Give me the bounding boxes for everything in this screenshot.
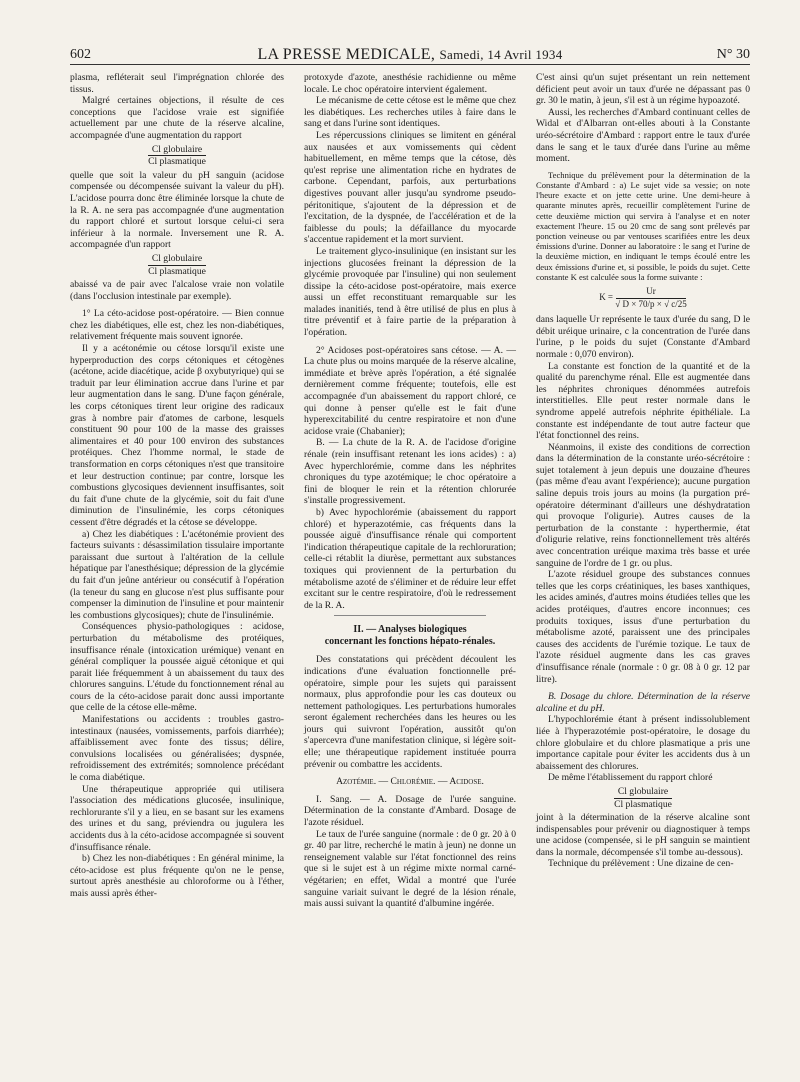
chlorine-ratio-fraction — [70, 144, 284, 168]
section-heading-line: concernant les fonctions hépato-rénales. — [324, 636, 496, 648]
paragraph: De même l'établissement du rapport chloré — [548, 772, 713, 784]
paragraph: Des constatations qui précèdent découlent les indications d'une évaluation fonctionnelle pré-opératoire, simple pour les sujets qui paraissent normaux, plus approfondie pour les cas douteux ou nettement pathologiques. Les perturbations humorales seront également recherchées dans les heures ou les jours qui suivront l'opération, aussitôt qu'on s'apercevra d'une manifestation clinique, si légère soit-elle; une thérapeutique rapidement instituée pourra prévenir ou combattre les accidents. — [304, 654, 516, 770]
paragraph: Malgré certaines objections, il résulte de ces conceptions que l'acidose vraie est signifiée actuellement par une chute de la réserve alcaline, accompagnée d'une augmentation du rapport — [70, 95, 284, 141]
paragraph: plasma, refléterait seul l'imprégnation chlorée des tissus. — [70, 72, 284, 95]
formula-lhs: K = — [599, 292, 614, 303]
page-number: 602 — [70, 47, 91, 62]
paragraph: Le traitement glyco-insulinique (en insistant sur les injections glucosées freinant la dépression de la glycémie provoquée par l'insuline) qui non seulement dissipe la céto-acidose post-opératoire, mais exerce aussi un effet reconstituant remarquable sur les malades inanitiés, tend à être utilisé de plus en plus à titre préventif et à faire partie de la préparation à l'opération. — [304, 245, 516, 339]
paragraph: 2° Acidoses post-opératoires sans cétose. — A. — La chute plus ou moins marquée de la réserve alcaline, immédiate et brève après l'opération, a été signalée dernièrement comme fréquente; toutefois, elle est accompagnée d'un abaissement du rapport chloré, ce qui donne à penser qu'elle est le fait d'une hyperexcitabilité du centre respiratoire et non d'une acidose vraie (Chabanier); — [304, 344, 516, 437]
paragraph: a) Chez les diabétiques : L'acétonémie provient des facteurs suivants : désassimilation tissulaire importante paraissant due surtout à l'altération de la cellule hépatique par l'anesthésique; dépression de la glycémie du fait d'un jeûne antérieur ou consécutif à l'opération (la teneur du sang en glucose n'est plus suffisante pour compenser la diminution de l'insuline et pour maintenir les combustions glycosiques); chute de l'insulinémie. — [70, 528, 284, 621]
paragraph: L'azote résiduel groupe des substances connues telles que les corps créatiniques, les bases xanthiques, les acides aminés, d'autres moins étudiées telles que les acides protéiques, d'autres encore inconnues; ces produits toxiques, issus d'une perturbation du métabolisme azoté, paraissent une des principales causes des accidents de l'urémie tozique. Le taux de l'azote résiduel augmente dans les cas graves d'insuffisance rénale (normale : 0 gr. 08 à 0 gr. 12 par litre). — [536, 569, 750, 685]
publication-name: LA PRESSE MEDICALE, — [257, 46, 436, 63]
column-1 — [70, 72, 284, 900]
formula-numerator: Ur — [616, 286, 686, 299]
fraction-denominator: Cl plasmatique — [148, 156, 206, 168]
section-heading — [304, 624, 516, 648]
fraction-numerator: Cl globulaire — [614, 786, 672, 799]
paragraph: 1° La céto-acidose post-opératoire. — Bien connue chez les diabétiques, elle est, chez les non-diabétiques, relativement fréquente mais souvent ignorée. — [70, 308, 284, 343]
formula-denominator: √ D × 70/p × √ c/25 — [615, 298, 687, 309]
paragraph: dans laquelle Ur représente le taux d'urée du sang, D le débit uréique urinaire, c la concentration de l'urée dans l'urine, p le poids du sujet (Constante d'Ambard normale : 0,070 environ). — [536, 314, 750, 360]
column-3 — [536, 72, 750, 870]
paragraph: Il y a acétonémie ou cétose lorsqu'il existe une hyperproduction des corps cétoniques et cétogènes (acétone, acide diacétique, acide β oxybutyrique) qui se traduit par leur élimination accrue dans l'urine et par leur augmentation dans le sang. D'une façon générale, les corps cétoniques tirent leur origine des radicaux gras à nombre pair d'atomes de carbone, lesquels constituent 90 pour 100 de la masse des graisses alimentaires et 40 pour 100 environ des substances protéiques. Chez l'homme normal, le stade de transformation en corps cétoniques n'est que transitoire et leur destruction continue; par contre, lorsque les combustions glycosiques deviennent insuffisantes, soit du fait d'une chute de la glycémie, soit du fait d'une diminution de l'insulinémie, les corps cétoniques cessent d'être dégradés et la cétose se développe. — [70, 343, 284, 528]
paragraph: Technique du prélèvement : Une dizaine de cen- — [548, 858, 734, 870]
paragraph: I. Sang. — A. Dosage de l'urée sanguine. Détermination de la constante d'Ambard. Dosage de l'azote résiduel. — [304, 793, 516, 829]
paragraph: Une thérapeutique appropriée qui utilisera l'association des médications glucosée, insulinique, rechlorurante s'il y a lieu, en se basant sur les examens des urines et du sang, préviendra ou jugulera les accidents dus à la céto-acidose accompagnée si souvent d'insuffisance rénale. — [70, 783, 284, 853]
fraction-denominator: Cl plasmatique — [614, 798, 672, 810]
paragraph: Manifestations ou accidents : troubles gastro-intestinaux (nausées, vomissements, parfois diarrhée); affaiblissement avec fonte des tissus; délire, convulsions localisées ou généralisées; dyspnée, refroidissement des extrémités; somnolence précédant le coma diabétique. — [70, 714, 284, 784]
subheading: Azotémie. — Chlorémie. — Acidose. — [336, 776, 484, 788]
paragraph: L'hypochlorémie étant à présent indissolublement liée à l'hyperazotémie post-opératoire, le dosage du chlore globulaire et du chlore plasmatique a pris une importance capitale pour éviter les accidents dus à un abaissement des chlorures. — [536, 714, 750, 772]
fraction-denominator: Cl plasmatique — [148, 265, 206, 277]
paragraph: abaissé va de pair avec l'alcalose vraie non volatile (dans l'occlusion intestinale par exemple). — [70, 279, 284, 302]
section-divider — [334, 615, 486, 616]
formula-fraction — [615, 286, 687, 310]
paragraph: B. Dosage du chlore. Détermination de la réserve alcaline et du pH. — [536, 691, 750, 714]
chlorine-ratio-fraction — [70, 253, 284, 277]
chlorine-ratio-fraction — [536, 786, 750, 810]
paragraph: Conséquences physio-pathologiques : acidose, perturbation du métabolisme des protéiques, insuffisance rénale (intoxication urémique) venant en général compliquer la poussée aiguë cétonique et qui parait liée fréquemment à un abaissement du taux des chlorures sanguins. L'étude du fonctionnement rénal au cours de la céto-acidose parait donc aussi importante que celle de la cétose elle-même. — [70, 621, 284, 714]
paragraph: La constante est fonction de la quantité et de la qualité du parenchyme rénal. Elle est augmentée dans les néphrites chroniques dénommées autrefois interstitielles. Elle peut rester normale dans le syndrome appelé autrefois néphrite épithéliale. La constante est indépendante de tout autre facteur que l'état fonctionnel des reins. — [536, 360, 750, 442]
paragraph: Néanmoins, il existe des conditions de correction dans la détermination de la constante uréo-sécrétoire : sujet totalement à jeun depuis une douzaine d'heures (pas même d'eau avant l'expérience); aucune purgation saline depuis trois jours au moins (la purgation pré-opératoire déterminant d'ailleurs une déshydratation qui provoque l'oligurie). Autres causes de la perturbation de la constante : hyperthermie, état d'oligurie relative, reins fonctionnellement très altérés avec concentration uréique maxima très basse et urée sanguine de l'ordre de 1 gr. ou plus. — [536, 441, 750, 569]
publication-title — [70, 46, 750, 64]
fraction-numerator: Cl globulaire — [148, 144, 206, 157]
issue-date: Samedi, 14 Avril 1934 — [439, 47, 563, 62]
paragraph: C'est ainsi qu'un sujet présentant un rein nettement déficient peut avoir un taux d'urée ne dépassant pas 0 gr. 30 le matin, à jeun, s'il est à un régime hypoazoté. — [536, 72, 750, 107]
paragraph: Le taux de l'urée sanguine (normale : de 0 gr. 20 à 0 gr. 40 par litre, recherché le matin à jeun) ne donne un renseignement valable sur l'état fonctionnel des reins que si le sujet est à un régime mixte normal carné-végétarien; en effet, Widal a montré que l'urée sanguine variait suivant le degré de la lésion rénale, mais aussi suivant la quantité d'albumine ingérée. — [304, 828, 516, 910]
issue-number: N° 30 — [716, 47, 750, 62]
section-heading-line: II. — Analyses biologiques — [353, 624, 467, 636]
fraction-numerator: Cl globulaire — [148, 253, 206, 266]
paragraph: b) Avec hypochlorémie (abaissement du rapport chloré) et hyperazotémie, cas fréquents dans la poussée aiguë d'insuffisance rénale qui comportent l'indication thérapeutique capitale de la rechloruration; celle-ci rétablit la diurèse, permettant aux substances toxiques qui proviennent de la perturbation du métabolisme azoté de s'éliminer et de réduire leur effet excitant sur le centre respiratoire, d'où le redressement de la R. A. — [304, 506, 516, 611]
small-paragraph: Technique du prélèvement pour la détermination de la Constante d'Ambard : a) Le sujet vide sa vessie; on note l'heure exacte et on jette cette urine. Une demi-heure à quarante minutes après, recueillir complètement l'urine de cette deuxième miction qui servira à l'analyse et en noter exactement l'heure. 15 ou 20 cmc de sang sont prélevés par ponction veineuse ou par ventouses scarifiées entre les deux émissions d'urine. Donner au laboratoire : le sang et l'urine de la deuxième miction, en indiquant le temps écoulé entre les deux émissions d'urine et, si possible, le poids du sujet. Cette constante K est calculée sous la forme suivante : — [536, 169, 750, 282]
paragraph: Aussi, les recherches d'Ambard continuant celles de Widal et d'Albarran ont-elles abouti à la Constante uréo-sécrétoire d'Ambard : rapport entre le taux d'urée dans le sang et le taux d'urée dans l'urine au même moment. — [536, 106, 750, 165]
ambard-formula — [536, 286, 750, 310]
paragraph: B. — La chute de la R. A. de l'acidose d'origine rénale (rein insuffisant retenant les ions acides) : a) Avec hyperchlorémie, comme dans les néphrites chroniques du type azotémique; le choc opératoire a fini de bloquer le rein et la rétention chlorurée s'installe progressivement. — [304, 437, 516, 507]
paragraph: joint à la détermination de la réserve alcaline sont indispensables pour prévenir ou diagnostiquer à temps une acidose (compensée, si le pH sanguin se maintient dans la normale, décompensée s'il tombe au-dessous). — [536, 812, 750, 858]
paragraph: b) Chez les non-diabétiques : En général minime, la céto-acidose est plus fréquente qu'on ne le pense, surtout après anesthésie au chloroforme ou à l'éther, mais aussi après éther- — [70, 853, 284, 899]
paragraph: Le mécanisme de cette cétose est le même que chez les diabétiques. Les recherches utiles à faire dans le sang et dans l'urine sont identiques. — [304, 95, 516, 130]
paragraph: protoxyde d'azote, anesthésie rachidienne ou même locale. Le choc opératoire intervient également. — [304, 72, 516, 95]
paragraph: quelle que soit la valeur du pH sanguin (acidose compensée ou décompensée suivant la valeur du pH). L'acidose pourra donc être éliminée lorsque la chute de la R. A. ne sera pas accompagnée d'une augmentation du rapport chloré et surtout lorsque celui-ci sera inférieur à la normale. Inversement une R. A. accompagnée d'un rapport — [70, 169, 284, 251]
paragraph: Les répercussions cliniques se limitent en général aux nausées et aux vomissements qui cèdent habituellement, en même temps que la cétose, dès qu'est reprise une alimentation riche en hydrates de carbone. Cependant, parfois, aux perturbations digestives pouvant aller jusqu'au syndrome pseudo-péritonitique, s'ajoutent de la dépression et de l'excitation, de la dyspnée, de l'accélération et de la faiblesse du pouls; la défaillance du myocarde s'accentue rapidement et la mort survient. — [304, 129, 516, 246]
column-2 — [304, 72, 516, 910]
page-header — [70, 46, 750, 65]
